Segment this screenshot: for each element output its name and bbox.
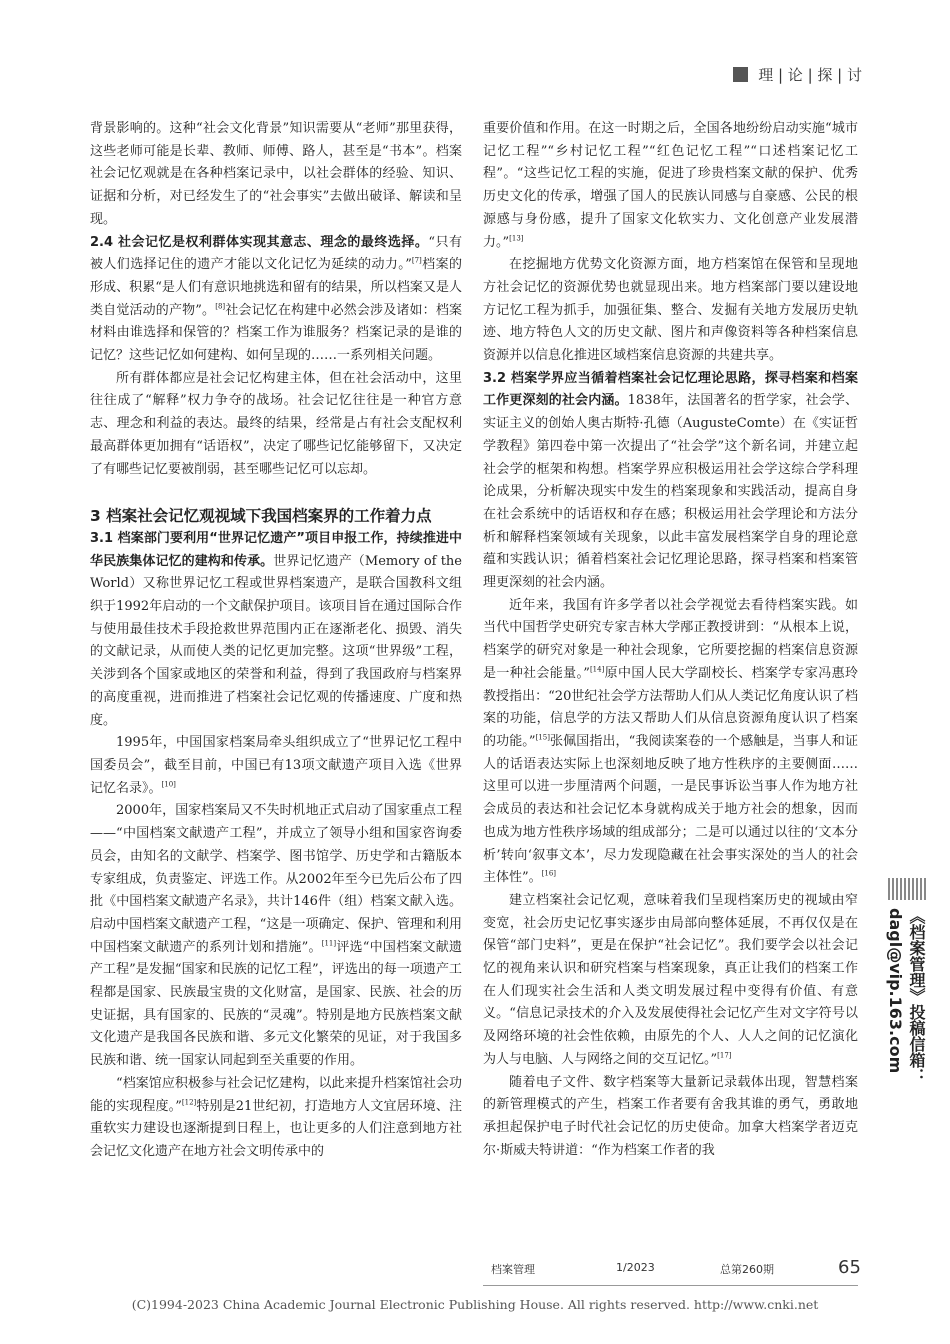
section-heading-2-4: 2.4 社会记忆是权利群体实现其意志、理念的最终选择。 <box>90 234 429 250</box>
submission-email-text: 《档案管理》投稿信箱：dagl@vip.163.com <box>886 908 926 1084</box>
citation-ref: [15] <box>535 733 550 742</box>
left-column <box>90 118 462 1164</box>
paragraph: 随着电子文件、数字档案等大量新记录载体出现，智慧档案的新管理模式的产生，档案工作者要有舍我其谁的勇气，勇敢地承担起保护电子时代社会记忆的历史使命。加拿大档案学者迈克尔·斯威夫特讲道：“作为档案工作者的我 <box>483 1074 858 1158</box>
submission-sidebar <box>888 878 928 1248</box>
section-heading-3-1: 3.1 档案部门要利用“世界记忆遗产”项目申报工作，持续推进中华民族集体记忆的建构和传承。 <box>90 530 462 569</box>
section-square-icon <box>733 67 748 82</box>
citation-ref: [10] <box>161 780 176 789</box>
sidebar-band <box>888 878 928 900</box>
paragraph: 背景影响的。这种“社会文化背景”知识需要从“老师”那里获得，这些老师可能是长辈、教师、师傅、路人，甚至是“书本”。档案社会记忆观就是在各种档案记录中，以社会群体的经验、知识、证据和分析，对已经发生了的“社会事实”去做出破译、解读和呈现。 <box>90 121 462 227</box>
paragraph: “档案馆应积极参与社会记忆建构，以此来提升档案馆社会功能的实现程度。”[12]特别是21世纪初，打造地方人文宜居环境、注重软实力建设也逐渐提到日程上，也让更多的人们注意到地方社会记忆文化遗产在地方社会文明传承中的 <box>90 1075 462 1159</box>
page-header <box>733 64 862 85</box>
footer-total-issue: 总第260期 <box>720 1263 774 1276</box>
paragraph: 建立档案社会记忆观，意味着我们呈现档案历史的视域由窄变宽，社会历史记忆事实逐步由局部向整体延展，不再仅仅是在保管“部门史料”，更是在保护“社会记忆”。我们要学会以社会记忆的视角来认识和研究档案与档案现象，真正让我们的档案工作在人们现实社会生活和人类文明发展过程中变得有价值、有意义。“信息记录技术的介入及发展使得社会记忆产生对文字符号以及网络环境的社会性依赖，由原先的个人、人人之间的记忆演化为人与电脑、人与网络之间的交互记忆。”[17] <box>483 892 858 1067</box>
paragraph: 所有群体都应是社会记忆构建主体，但在社会活动中，这里往往成了“解释”权力争夺的战场。社会记忆往往是一种官方意志、理念和利益的表达。最终的结果，经常是占有社会支配权利最高群体更加拥有“话语权”，决定了哪些记忆能够留下，又决定了有哪些记忆要被削弱，甚至哪些记忆可以忘却。 <box>90 370 462 477</box>
footer-journal: 档案管理 <box>491 1263 535 1276</box>
citation-ref: [17] <box>717 1051 732 1060</box>
paragraph: 在挖掘地方优势文化资源方面，地方档案馆在保管和呈现地方社会记忆的资源优势也就显现出来。地方档案部门要以建设地方记忆工程为抓手，加强征集、整合、发掘有关地方发展历史轨迹、地方特色人文的历史文献、图片和声像资料等各种档案信息资源并以信息化推进区域档案信息资源的共建共享。 <box>483 257 858 364</box>
citation-ref: [7] <box>411 256 422 265</box>
section-heading-3: 3 档案社会记忆观视域下我国档案界的工作着力点 <box>90 507 432 526</box>
paragraph: 3.2 档案学界应当循着档案社会记忆理论思路，探寻档案和档案工作更深刻的社会内涵。1838年，法国著名的哲学家，社会学、实证主义的创始人奥古斯特·孔德（AugusteComte）在《实证哲学教程》第四卷中第一次提出了“社会学”这个新名词，并建立起社会学的框架和构想。档案学界应积极运用社会学这综合学科理论成果，分析解决现实中发生的档案现象和实践活动，提高自身在社会系统中的话语权和存在感；积极运用社会学理论和方法分析和解释档案领域有关现象，以此丰富发展档案学自身的理论意蕴和实践认识；循着档案社会记忆理论思路，探寻档案和档案管理更深刻的社会内涵。 <box>483 370 858 591</box>
paragraph: 重要价值和作用。在这一时期之后，全国各地纷纷启动实施“城市记忆工程”“乡村记忆工程”“红色记忆工程”“口述档案记忆工程”。“这些记忆工程的实施，促进了珍贵档案文献的保护、优秀历史文化的传承，增强了国人的民族认同感与自豪感、公民的根源感与身份感，提升了国家文化软实力、文化创意产业发展潜力。”[13] <box>483 121 858 250</box>
paragraph: 3.1 档案部门要利用“世界记忆遗产”项目申报工作，持续推进中华民族集体记忆的建构和传承。世界记忆遗产（Memory of the World）又称世界记忆工程或世界档案遗产，是联合国教科文组织于1992年启动的一个文献保护项目。该项目旨在通过国际合作与使用最佳技术手段抢救世界范围内正在逐渐老化、损毁、消失的文献记录，从而使人类的记忆更加完整。这项“世界级”工程，关涉到各个国家或地区的荣誉和利益，得到了我国政府与档案界的高度重视，进而推进了档案社会记忆观的传播速度、广度和热度。 <box>90 530 462 728</box>
page-number: 65 <box>838 1257 861 1278</box>
citation-ref: [8] <box>215 302 226 311</box>
footer-issue: 1/2023 <box>616 1261 655 1274</box>
citation-ref: [13] <box>509 234 524 243</box>
paragraph: 2.4 社会记忆是权利群体实现其意志、理念的最终选择。“只有被人们选择记住的遗产才能以文化记忆为延续的动力。”[7]档案的形成、积累“是人们有意识地挑选和留有的结果，所以档案又是人类自觉活动的产物”。[8]社会记忆在构建中必然会涉及诸如：档案材料由谁选择和保管的？档案工作为谁服务？档案记录的是谁的记忆？这些记忆如何建构、如何呈现的……一系列相关问题。 <box>90 234 462 364</box>
footer-rule <box>483 1285 858 1286</box>
section-label: 理 | 论 | 探 | 讨 <box>758 66 862 84</box>
paragraph: 2000年，国家档案局又不失时机地正式启动了国家重点工程——“中国档案文献遗产工程”，并成立了领导小组和国家咨询委员会，由知名的文献学、档案学、图书馆学、历史学和古籍版本专家组成，负责鉴定、评选工作。从2002年至今已先后公布了四批《中国档案文献遗产名录》，共计146件（组）档案文献入选。启动中国档案文献遗产工程，“这是一项确定、保护、管理和利用中国档案文献遗产的系列计划和措施”。[11]评选“中国档案文献遗产工程”是发掘“国家和民族的记忆工程”，评选出的每一项遗产工程都是国家、民族最宝贵的文化财富，是国家、民族、社会的历史证据，具有国家的、民族的“灵魂”。特别是地方民族档案文献文化遗产是我国各民族和谐、多元文化繁荣的见证，对于我国多民族和谐、统一国家认同起到至关重要的作用。 <box>90 803 462 1069</box>
right-column <box>483 118 858 1162</box>
copyright-line: (C)1994-2023 China Academic Journal Electronic Publishing House. All rights reserved. http://www.cnki.net <box>131 1297 819 1312</box>
citation-ref: [14] <box>589 665 605 674</box>
citation-ref: [12] <box>181 1098 197 1107</box>
paragraph: 近年来，我国有许多学者以社会学视觉去看待档案实践。如当代中国哲学史研究专家吉林大学邴正教授讲到：“从根本上说，档案学的研究对象是一种社会现象，它所要挖掘的档案信息资源是一种社会能量。”[14]原中国人民大学副校长、档案学专家冯惠玲教授指出：“20世纪社会学方法帮助人们从人类记忆角度认识了档案的功能，信息学的方法又帮助人们从信息资源角度认识了档案的功能。”[15]张佩国指出，“我阅读案卷的一个感触是，当事人和证人的话语表达实际上也深刻地反映了地方性秩序的主要侧面……这里可以进一步厘清两个问题，一是民事诉讼当事人作为地方社会成员的表达和社会记忆本身就构成关于地方社会的想象，因而也成为地方性秩序场域的组成部分；二是可以通过以往的‘文本分析’转向‘叙事文本’，尽力发现隐藏在社会事实深处的当人的社会主体性”。[16] <box>483 597 858 886</box>
citation-ref: [11] <box>321 939 337 948</box>
paragraph: 1995年，中国国家档案局牵头组织成立了“世界记忆工程中国委员会”，截至目前，中国已有13项文献遗产项目入选《世界记忆名录》。[10] <box>90 735 462 796</box>
section-heading-3-2: 3.2 档案学界应当循着档案社会记忆理论思路，探寻档案和档案工作更深刻的社会内涵。 <box>483 370 858 409</box>
citation-ref: [16] <box>541 869 557 878</box>
